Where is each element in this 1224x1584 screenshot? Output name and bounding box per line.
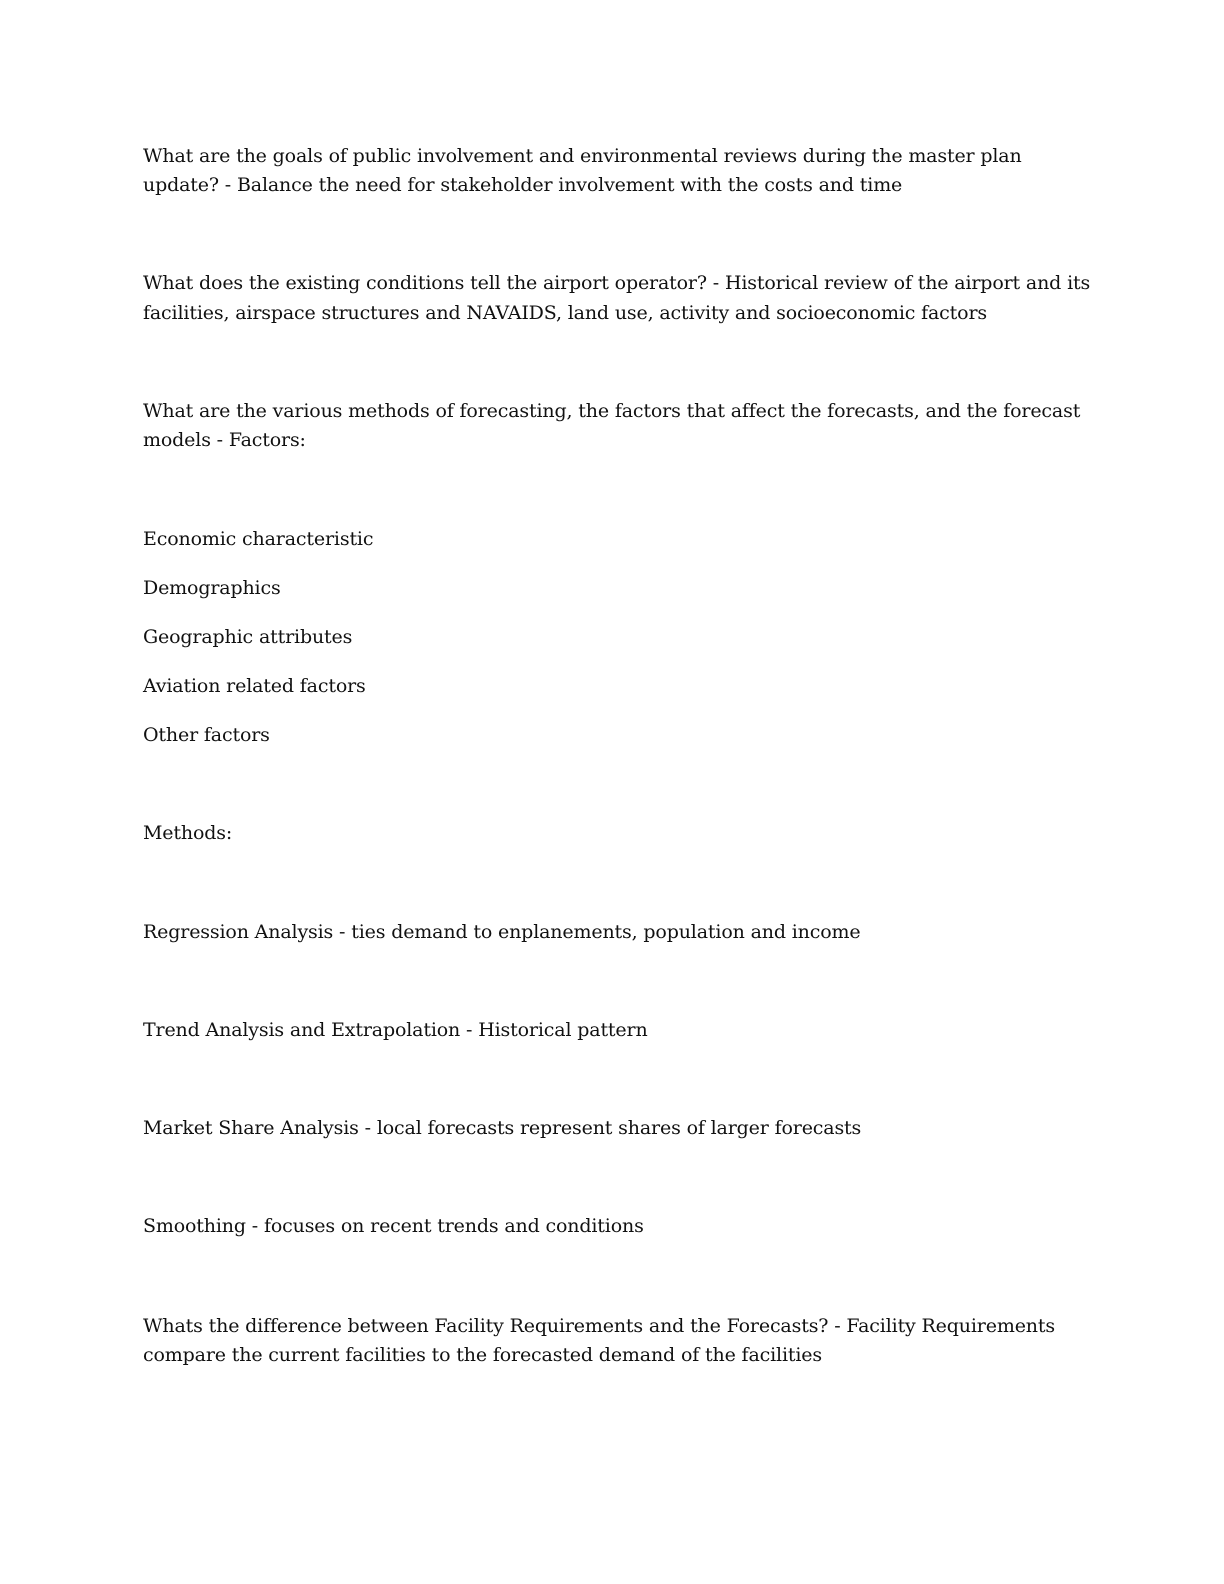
factor-item-geographic: Geographic attributes <box>143 626 353 648</box>
factor-item-aviation: Aviation related factors <box>143 675 366 697</box>
qa4-answer-line-2: compare the current facilities to the forecasted demand of the facilities <box>143 1344 822 1366</box>
method-item-market-share: Market Share Analysis - local forecasts represent shares of larger forecasts <box>143 1117 862 1139</box>
methods-heading: Methods: <box>143 822 233 844</box>
factor-item-economic: Economic characteristic <box>143 528 374 550</box>
factor-item-other: Other factors <box>143 724 270 746</box>
factor-item-demographics: Demographics <box>143 577 281 599</box>
qa2-answer-line-2: facilities, airspace structures and NAVAIDS, land use, activity and socioeconomic factors <box>143 302 987 324</box>
qa3-question-line-1: What are the various methods of forecasting, the factors that affect the forecasts, and the forecast <box>143 400 1081 422</box>
qa2-question-line-1: What does the existing conditions tell the airport operator? - Historical review of the airport and its <box>143 272 1091 294</box>
method-item-regression: Regression Analysis - ties demand to enplanements, population and income <box>143 921 861 943</box>
qa3-answer-line-2: models - Factors: <box>143 429 306 451</box>
method-item-smoothing: Smoothing - focuses on recent trends and conditions <box>143 1215 644 1237</box>
qa1-answer-line-2: update? - Balance the need for stakeholder involvement with the costs and time <box>143 174 903 196</box>
qa4-question-line-1: Whats the difference between Facility Requirements and the Forecasts? - Facility Requirements <box>143 1315 1055 1337</box>
qa1-question-line-1: What are the goals of public involvement and environmental reviews during the master plan <box>143 145 1022 167</box>
method-item-trend: Trend Analysis and Extrapolation - Historical pattern <box>143 1019 648 1041</box>
